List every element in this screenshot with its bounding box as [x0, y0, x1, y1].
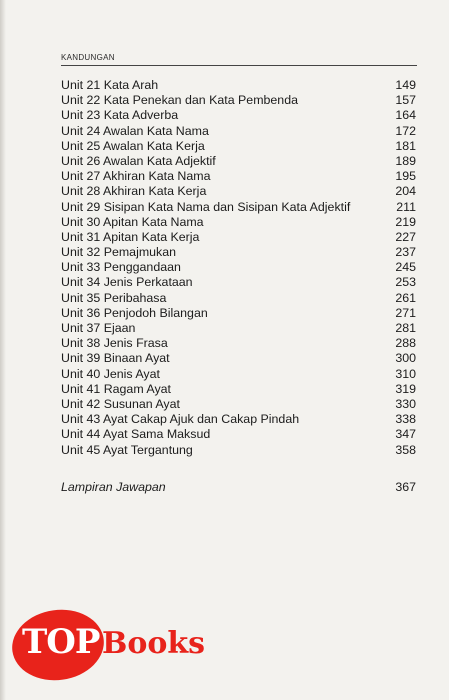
toc-row [61, 139, 416, 154]
toc-row [61, 154, 416, 169]
toc-row-appendix [61, 480, 416, 494]
toc-entry-page: 347 [395, 427, 416, 442]
toc-entry-page: 330 [395, 396, 416, 411]
toc-entry-page: 195 [395, 169, 416, 184]
toc-entry-title: Unit 43 Ayat Cakap Ajuk dan Cakap Pindah [61, 412, 300, 427]
toc-row [61, 275, 416, 290]
toc-entry-title: Unit 25 Awalan Kata Kerja [61, 138, 205, 153]
toc-entry-title: Unit 22 Kata Penekan dan Kata Pembenda [61, 93, 298, 108]
toc-entry-page: 338 [395, 412, 416, 427]
toc-row [61, 443, 416, 458]
toc-entry-page: 219 [395, 214, 416, 229]
page-edge [0, 0, 6, 700]
toc-entry-page: 164 [395, 108, 416, 123]
toc-entry-page: 261 [395, 290, 416, 305]
toc-entry-page: 204 [395, 184, 416, 199]
toc-row [61, 412, 416, 427]
running-header: KANDUNGAN [61, 53, 115, 62]
toc-entry-title: Unit 38 Jenis Frasa [61, 336, 168, 351]
toc-entry-title: Unit 37 Ejaan [61, 321, 136, 335]
toc-entry-title: Unit 39 Binaan Ayat [61, 351, 170, 366]
toc-entry-title: Unit 28 Akhiran Kata Kerja [61, 184, 207, 199]
toc-row [61, 321, 416, 336]
toc-entry-page: 358 [395, 442, 416, 457]
toc-entry-title: Unit 23 Kata Adverba [61, 108, 179, 123]
toc-row [61, 169, 416, 184]
toc-entry-title: Unit 34 Jenis Perkataan [61, 275, 193, 290]
toc-entry-page: 149 [395, 78, 416, 92]
header-rule [61, 65, 417, 66]
toc-entry-title: Unit 42 Susunan Ayat [61, 396, 180, 411]
toc-row [61, 78, 416, 93]
toc-entry-title: Unit 35 Peribahasa [61, 290, 167, 305]
toc-entry-title: Unit 29 Sisipan Kata Nama dan Sisipan Kata Adjektif [61, 199, 351, 214]
toc-entry-page: 367 [395, 480, 416, 494]
logo-top-text: TOP [22, 622, 100, 662]
toc-entry-title: Unit 32 Pemajmukan [61, 245, 177, 260]
toc-row [61, 184, 416, 199]
toc-entry-page: 181 [395, 138, 416, 153]
toc-row [61, 245, 416, 260]
toc-entry-title: Lampiran Jawapan [61, 480, 166, 494]
toc-entry-page: 300 [395, 351, 416, 366]
toc-row [61, 382, 416, 397]
toc-entry-title: Unit 24 Awalan Kata Nama [61, 123, 209, 138]
toc-entry-page: 172 [395, 123, 416, 138]
toc-entry-page: 281 [395, 321, 416, 335]
logo-books-text: Books [102, 626, 206, 661]
toc-entry-page: 310 [395, 366, 416, 381]
toc-row [61, 291, 416, 306]
toc-entry-page: 253 [395, 275, 416, 290]
toc-row [61, 93, 416, 108]
toc-entry-title: Unit 45 Ayat Tergantung [61, 442, 193, 457]
toc-row [61, 108, 416, 123]
toc-entry-page: 227 [395, 229, 416, 244]
topbooks-watermark-logo [12, 608, 242, 688]
toc-row [61, 215, 416, 230]
toc-row [61, 124, 416, 139]
toc-entry-title: Unit 41 Ragam Ayat [61, 381, 171, 396]
table-of-contents [61, 78, 416, 458]
toc-entry-page: 237 [395, 245, 416, 260]
toc-row [61, 200, 416, 215]
toc-entry-title: Unit 31 Apitan Kata Kerja [61, 229, 200, 244]
toc-entry-title: Unit 44 Ayat Sama Maksud [61, 427, 211, 442]
toc-entry-page: 271 [395, 305, 416, 320]
toc-row [61, 351, 416, 366]
toc-row [61, 260, 416, 275]
toc-row [61, 367, 416, 382]
toc-row [61, 336, 416, 351]
toc-row [61, 427, 416, 442]
toc-entry-title: Unit 27 Akhiran Kata Nama [61, 169, 211, 184]
toc-entry-page: 245 [395, 260, 416, 275]
toc-row [61, 230, 416, 245]
toc-entry-page: 189 [395, 153, 416, 168]
toc-entry-title: Unit 21 Kata Arah [61, 78, 159, 92]
toc-entry-title: Unit 30 Apitan Kata Nama [61, 214, 204, 229]
toc-row [61, 397, 416, 412]
toc-entry-title: Unit 33 Penggandaan [61, 260, 181, 275]
toc-row [61, 306, 416, 321]
toc-entry-page: 288 [395, 336, 416, 351]
toc-entry-page: 211 [396, 199, 416, 214]
toc-entry-title: Unit 26 Awalan Kata Adjektif [61, 153, 216, 168]
toc-entry-page: 319 [395, 381, 416, 396]
toc-entry-title: Unit 36 Penjodoh Bilangan [61, 305, 208, 320]
toc-entry-title: Unit 40 Jenis Ayat [61, 366, 160, 381]
toc-entry-page: 157 [395, 93, 416, 108]
